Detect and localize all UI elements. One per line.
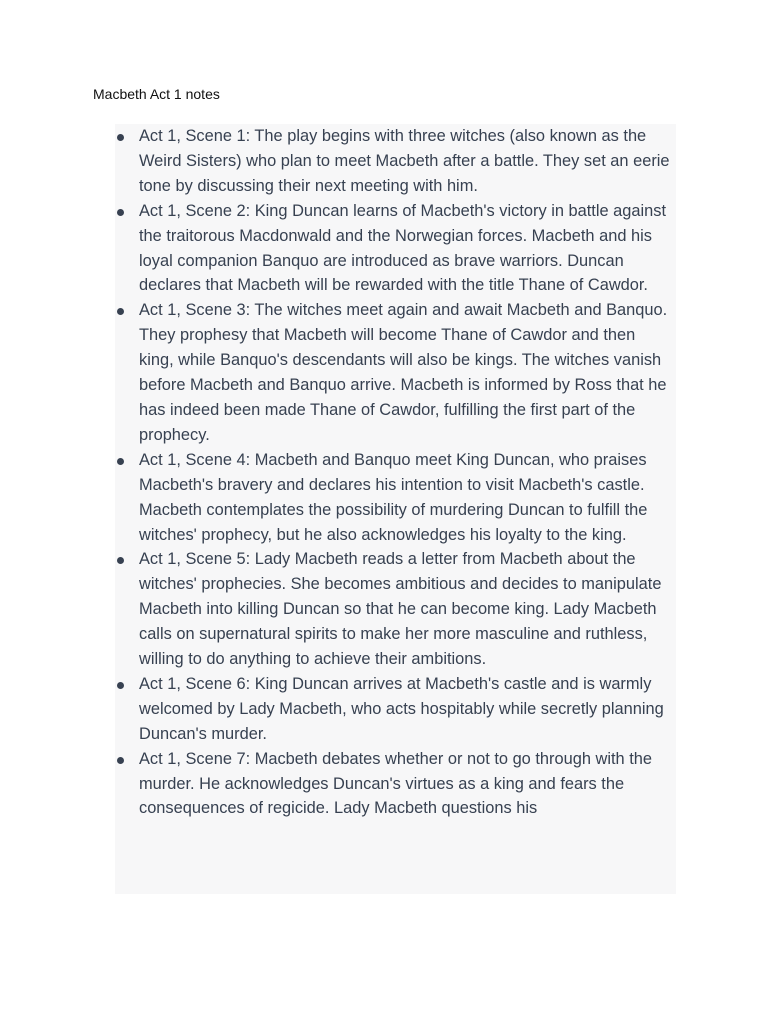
list-item: [115, 298, 676, 447]
bullet-icon: [117, 557, 124, 564]
bullet-icon: [117, 308, 124, 315]
list-item: [115, 547, 676, 672]
notes-list: [115, 124, 676, 821]
bullet-icon: [117, 757, 124, 764]
page-title: Macbeth Act 1 notes: [93, 86, 220, 102]
note-text: Act 1, Scene 6: King Duncan arrives at Macbeth's castle and is warmly welcomed by Lady Macbeth, who acts hospitably while secretly planning Duncan's murder.: [139, 674, 664, 743]
note-text: Act 1, Scene 4: Macbeth and Banquo meet King Duncan, who praises Macbeth's bravery and declares his intention to visit Macbeth's castle. Macbeth contemplates the possibility of murdering Duncan to fulfill the witches' prophecy, but he also acknowledges his loyalty to the king.: [139, 450, 648, 544]
note-text: Act 1, Scene 1: The play begins with three witches (also known as the Weird Sisters) who plan to meet Macbeth after a battle. They set an eerie tone by discussing their next meeting with him.: [139, 127, 670, 195]
list-item: [115, 672, 676, 747]
list-item: [115, 747, 676, 822]
note-text: Act 1, Scene 5: Lady Macbeth reads a letter from Macbeth about the witches' prophecies. She becomes ambitious and decides to manipulate Macbeth into killing Duncan so that he can become king. Lady Macbeth calls on supernatural spirits to make her more masculine and ruthless, willing to do anything to achieve their ambitions.: [139, 550, 662, 669]
list-item: [115, 124, 676, 199]
bullet-icon: [117, 134, 124, 141]
list-item: [115, 199, 676, 299]
note-text: Act 1, Scene 3: The witches meet again and await Macbeth and Banquo. They prophesy that Macbeth will become Thane of Cawdor and then king, while Banquo's descendants will also be kings. The witches vanish before Macbeth and Banquo arrive. Macbeth is informed by Ross that he has indeed been made Thane of Cawdor, fulfilling the first part of the prophecy.: [139, 301, 668, 444]
note-text: Act 1, Scene 2: King Duncan learns of Macbeth's victory in battle against the traitorous Macdonwald and the Norwegian forces. Macbeth and his loyal companion Banquo are introduced as brave warriors. Duncan declares that Macbeth will be rewarded with the title Thane of Cawdor.: [139, 201, 667, 295]
note-text: Act 1, Scene 7: Macbeth debates whether or not to go through with the murder. He acknowledges Duncan's virtues as a king and fears the consequences of regicide. Lady Macbeth questions his: [139, 749, 652, 818]
notes-block: [115, 124, 676, 894]
list-item: [115, 448, 676, 548]
bullet-icon: [117, 682, 124, 689]
bullet-icon: [117, 209, 124, 216]
bullet-icon: [117, 458, 124, 465]
